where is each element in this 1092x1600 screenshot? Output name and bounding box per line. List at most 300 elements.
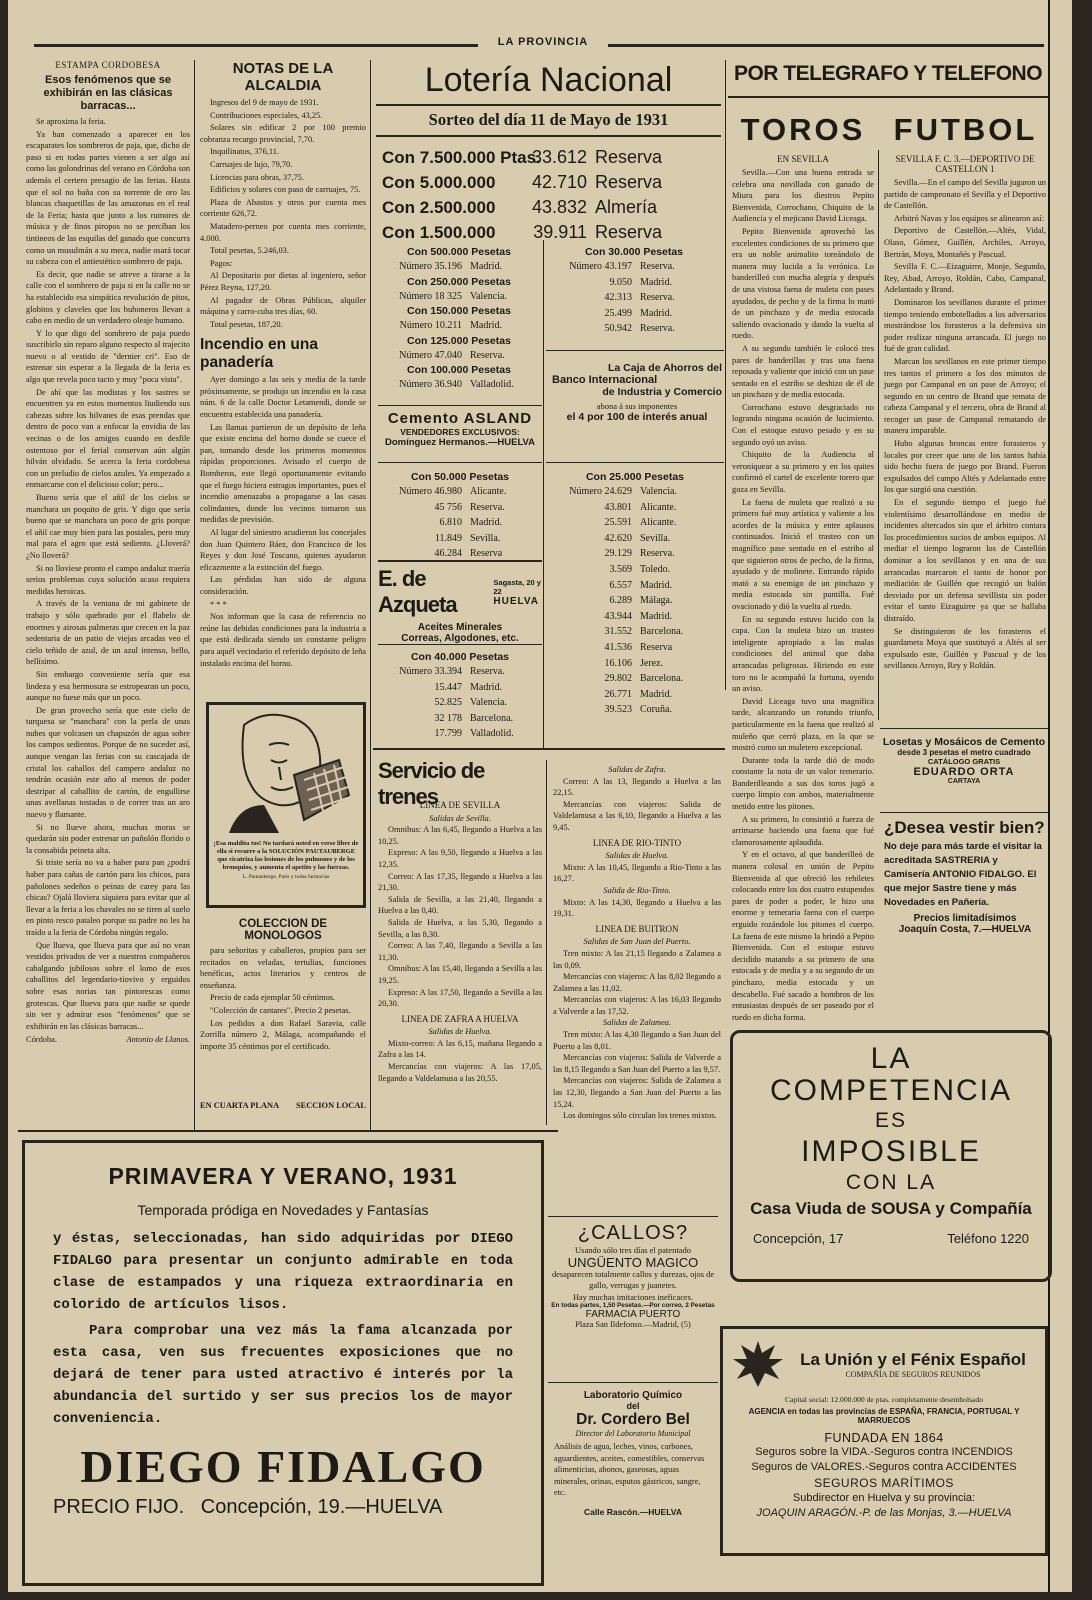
top-prize-row xyxy=(382,145,722,170)
group-head: Con 25.000 Pesetas xyxy=(585,471,685,483)
asland-sub: VENDEDORES EXCLUSIVOS: xyxy=(400,427,520,437)
toros-article xyxy=(732,154,874,1024)
futbol-title: FUTBOL xyxy=(893,112,1038,147)
paragraph: Deportivo de Castellón.—Altés, Vidal, Olaso, Gómez, Guillén, Archiles, Arroyo, Bertrán, Moya, Montañés y Pascual. xyxy=(884,226,1046,259)
prize-row xyxy=(548,275,720,291)
vestir-ad xyxy=(884,818,1046,935)
prize-place: Málaga. xyxy=(640,595,673,607)
group-head: Con 500.000 Pesetas xyxy=(407,246,511,258)
train-entry: Mercancías con viajeros: Salida de Valdelamusa a las 6,10, llegando a Huelva a las 9,45. xyxy=(553,799,721,832)
train-entry: Salida de Huelva, a las 5,30, llegando a Sevilla, a las 8,30. xyxy=(378,917,542,939)
prize-number: Número 35.196 xyxy=(399,261,462,272)
train-entry: Salida de Sevilla, a las 21,40, llegando a Huelva a las 0,40. xyxy=(378,894,542,916)
prize-number: 33.612 xyxy=(531,147,587,167)
prize-number: 46.284 xyxy=(434,548,462,560)
paragraph: Las llamas partieron de un depósito de leña que existe encima del horno donde se cuece el pan, tomando desde los primeros momentos rápidas proporciones. Avisado el cuerpo de Bomberos, este llegó oportunamente evitando que el fuego hiciera estragos importantes, pues el incendio amenazaba a propagarse a las casas colindantes, donde los vecinos tomaron sus medidas de previsión. xyxy=(200,422,366,525)
union-line: SEGUROS MARÍTIMOS xyxy=(814,1476,954,1490)
caja-line: el 4 por 100 de interés anual xyxy=(566,411,708,423)
prize-number: 52.825 xyxy=(434,697,462,709)
azqueta-ad xyxy=(378,566,542,644)
callos-ad xyxy=(548,1222,718,1329)
prize-place: Madrid. xyxy=(470,517,502,529)
union-line: JOAQUIN ARAGÓN.-P. de las Monjas, 3.—HUELVA xyxy=(756,1507,1012,1519)
rule xyxy=(378,560,542,562)
callos-line: Plaza San Ildefonso.—Madrid, (5) xyxy=(575,1320,691,1329)
group-head: Con 150.000 Pesetas xyxy=(407,305,511,318)
prize-row xyxy=(548,290,720,306)
prize-row xyxy=(548,671,722,687)
prize-row xyxy=(378,484,542,500)
caja-line: abona á sus imponentes xyxy=(596,401,678,411)
paragraph: Al Depositario por dietas al ingeniero, señor Pérez Reyna, 127,20. xyxy=(200,271,366,292)
paragraph: para señoritas y caballeros, propios para ser recitados en veladas, tertulias, funciones benéficas, actos literarios y centros de enseñanza. xyxy=(200,946,366,990)
prize-place: Madrid. xyxy=(470,320,502,332)
prize-number: 42.710 xyxy=(531,172,587,192)
prize-list-50000 xyxy=(378,470,542,562)
prize-number: 42.620 xyxy=(604,532,632,544)
prize-place: Jerez. xyxy=(640,657,664,669)
prize-row xyxy=(548,531,722,547)
place: Córdoba. xyxy=(26,1035,57,1045)
prize-row xyxy=(548,259,720,275)
futbol-article xyxy=(884,154,1046,673)
column-rule xyxy=(194,60,195,1130)
callos-line: FARMACIA PUERTO xyxy=(585,1309,681,1320)
prize-row xyxy=(378,318,540,334)
trenes-col2 xyxy=(553,764,721,1122)
group-head: Con 100.000 Pesetas xyxy=(407,364,511,377)
paragraph: Carruajes de lujo, 79,70. xyxy=(210,159,293,169)
azqueta-city: HUELVA xyxy=(493,595,540,607)
comp-line: COMPETENCIA xyxy=(769,1074,1013,1107)
prize-place: Reserva xyxy=(595,222,663,242)
paragraph: Los pedidos a don Rafael Saravia, calle Zorrilla número 2, Málaga, acompañando el importe 35 céntimos por el certificado. xyxy=(200,1018,366,1051)
callos-line: desaparecen totalmente callos y durezas, ojos de gallo, verrugas y juanetes. xyxy=(551,1270,715,1290)
paragraph: Bueno sería que el añil de los cielos se manchara un poquito de gris. Y digo que sería bueno que se manchara un poco de gris porque el añil cae muy bien para las postales, pero muy mal para el agro que está sediento. ¿Lloverá? ¿No lloverá? xyxy=(26,493,190,560)
paragraph: Sin embargo conveniente sería que esa lindeza y esa hermosura se estropearan un poco, aunque no fuese más que un poco. xyxy=(26,669,190,703)
prize-place: Reserva xyxy=(595,147,663,167)
train-entry: Mixto: A las 10,45, llegando a Rio-Tinto a las 16,27. xyxy=(553,862,721,884)
losetas-line: CATÁLOGO GRATIS xyxy=(927,757,1001,766)
prize-number: Número 24.629 xyxy=(569,486,632,497)
prize-number: 3.569 xyxy=(609,563,632,575)
prize-place: Valencia. xyxy=(470,697,507,709)
prize-place: Sevilla. xyxy=(470,532,501,544)
prize-row xyxy=(548,484,722,500)
losetas-title: Losetas y Mosáicos de Cemento xyxy=(882,736,1046,748)
prize-number: 32 178 xyxy=(434,712,462,724)
toros-sub: EN SEVILLA xyxy=(777,154,829,164)
paragraph: Y en el octavo, al que banderilleó de manera colosal en unión de Pepito Bienvenida al que ofreció los rehiletes colocando entre los dos cuatro estupendos pares de poder a poder, le hizo una enorme y temeraria faena con el cuerpo erguido rozándole los pitones el cuerpo. La faena de este mismo la brindó a Pepito Bienvenida. Con el estoque estuvo decidido matando a su primero de una estocada y de media y a su segundo de un pinchazo, media estocada y un descabello. Fué sacado a hombros de los entusiastas después de ser paseado por el ruedo en dicha forma. xyxy=(732,850,874,1022)
paragraph: Se distinguieron de los forasteros el guardameta Moya que sustituyó a Altés al ser expulsado este, Guillén y Pascual y de los sevillanos Arroyo, Rey y Roldán. xyxy=(884,626,1046,671)
prize-row xyxy=(548,306,720,322)
train-entry: Omnibus: A las 15,40, llegando a Sevilla a las 19,25. xyxy=(378,964,542,985)
line-heading: LINEA DE BUITRON xyxy=(595,923,679,934)
train-entry: Correo: A las 17,35, llegando a Huelva a las 21,30. xyxy=(378,871,542,893)
prize-number: Número 43.197 xyxy=(569,261,632,272)
top-prize-row xyxy=(382,195,722,220)
azqueta-addr: Sagasta, 20 y 22 xyxy=(493,577,541,596)
rule xyxy=(378,644,542,645)
paragraph: Inquilinatos, 376,11. xyxy=(210,147,280,157)
prize-place: Valladolid. xyxy=(470,379,514,391)
paragraph: David Liceaga tuvo una magnífica tarde, alcanzando un rotundo triunfo, particularmente en la faena que realizó al muleño que cerró plaza, en la que se mostró como un muletero excepcional. xyxy=(732,696,874,753)
line-subheading: Salidas de Sevilla. xyxy=(429,813,491,823)
paragraph: Pagos: xyxy=(210,258,233,268)
prize-number: 39.523 xyxy=(604,704,632,716)
top-prizes xyxy=(382,145,722,245)
train-entry: Mercancías con viajeros: A las 8,02 llegando a Zalamea a las 11,02. xyxy=(553,972,721,993)
prize-place: Barcelona. xyxy=(640,626,684,638)
paragraph: "Colección de cantares". Precio 2 pesetas. xyxy=(210,1005,351,1015)
paragraph: Hubo algunas broncas entre forasteros y locales por creer que uno de los tantos había sido hecho fuera de juego por Brand. Fueron expulsados del campo Altés y Adelantado entre los que surgió una cuestión. xyxy=(884,439,1046,495)
paragraph: Edificios y solares con paso de carruajes, 75. xyxy=(210,185,361,195)
prize-place: Sevilla. xyxy=(640,532,671,544)
prize-row xyxy=(378,726,542,742)
union-fenix-ad xyxy=(720,1326,1048,1556)
prize-row xyxy=(548,578,722,594)
prize-number: 6.289 xyxy=(609,595,632,607)
loteria-subtitle: Sorteo del día 11 de Mayo de 1931 xyxy=(428,110,669,129)
paragraph: Total pesetas, 5.246,03. xyxy=(210,246,289,256)
paragraph: En el segundo tiempo el juego fué violentísimo desarrollándose en medio de incidentes altercados sin que el árbitro contara los procedimientos sucios de ambos equipos. Al mediar el tiempo lograron los de Castellón dominar a los sevillanos y en una de sus arrancadas marcaron el tanto de honor por mediación de Guillén que recogió un balón desviado por un defensa sevillista sin poder evitar el tanto Eizaguirre ya que se hallaba distraído. xyxy=(884,498,1046,623)
paragraph: Sevilla.—Con una buena entrada se celebra una novillada con ganado de Miura para los diestros Pepito Bienvenida, Corrochano, Chiquito de la Audiencia y el mejicano David Liceaga. xyxy=(732,168,874,224)
prize-number: Número 36.940 xyxy=(399,379,462,391)
rule xyxy=(880,728,1048,729)
fire-headline: Incendio en una panadería xyxy=(200,336,318,372)
telegrafo-banner: POR TELEGRAFO Y TELEFONO xyxy=(733,62,1043,85)
callos-title: ¿CALLOS? xyxy=(577,1222,689,1244)
article-body xyxy=(200,97,366,330)
ad-sub: Temporada pródiga en Novedades y Fantasías xyxy=(137,1202,429,1218)
prize-number: 6.557 xyxy=(609,579,632,591)
caja-line: Banco Internacional xyxy=(552,374,658,386)
paragraph: Si no lloviese pronto el campo andaluz traería serios problemas cuya solución acaso requiera medidas heroicas. xyxy=(26,563,190,596)
paragraph: Es decir, que nadie se atreve a tirarse a la calle con el sombrero de paja si en la calle no se ha establecido esa simpática revolución de pitos, globitos y claveles que los buhoneros llevan a cabo en medio de un verdadero oleaje humano. xyxy=(26,269,190,326)
line-subheading: Salidas de Zafra. xyxy=(608,765,666,774)
train-entry: Correo: A las 7,40, llegando a Sevilla a las 11,30. xyxy=(378,941,542,962)
rule xyxy=(546,350,724,351)
toros-body xyxy=(732,167,874,1023)
column-rule xyxy=(543,240,544,748)
paragraph: Ayer domingo a las seis y media de la tarde próximamente, se produjo un incendio en la casa núm. 6 de la calle Doctor Letamendi, donde se encuentra establecida una panadería. xyxy=(200,375,366,420)
masthead: LA PROVINCIA xyxy=(478,36,608,50)
train-entry: Tren mixto: A las 21,15 llegando a Zalamea a las 0,09. xyxy=(553,948,721,970)
futbol-sub: SEVILLA F. C. 3.—DEPORTIVO DE CASTELLON 1 xyxy=(895,154,1035,174)
train-entry: Mixto: A las 14,30, llegando a Huelva a las 19,31. xyxy=(553,897,721,919)
azqueta-line: Aceites Minerales xyxy=(417,622,503,633)
train-entry: Omnibus: A las 6,45, llegando a Huelva a las 10,25. xyxy=(378,825,542,846)
paragraph: Licencias para obras, 37,75. xyxy=(210,172,304,182)
prize-number: Número 18 325 xyxy=(399,290,462,302)
paragraph: Si triste sería no va a haber para pan ¿podrá haber para cañas de cartón para los chicos, para pañolones sedeños o peinas de carey para las chicas? Ojalá lloviera siquiera para evitar que al llevar a la feria a los chavales no se tiren al suelo en pinto resco pataleo porque su padre no les ha traído a la feria de Córdoba ningún regalo. xyxy=(26,858,190,937)
paragraph: Ya han comenzado a aparecer en los escaparates los sombreros de paja, que, dicho de paso si en todas partes vienen a ser algo así como las golondrinas del verano en Córdoba son además el certero presagio de las ferias. Hasta que el sol no baña con su torrente de oro las blancas chaquetillas de las amazonas en el real de la Feria; hasta que junto a los rumores de música y de finos piropos no se percíban los tintineos de las esquilas del ganado que concurra como un musulmán a su meca, nadie osará tocar su cabeza con el antiestético sombrero de paja. xyxy=(26,129,190,267)
prize-place: Reserva. xyxy=(640,548,675,560)
headline: NOTAS DE LA ALCALDIA xyxy=(232,60,334,94)
prize-row xyxy=(548,656,722,672)
group-head: Con 250.000 Pesetas xyxy=(407,275,511,288)
prize-place: Madrid. xyxy=(470,681,502,693)
rule xyxy=(728,96,1048,98)
comp-contact xyxy=(753,1231,1029,1246)
comp-addr: Concepción, 17 xyxy=(753,1231,844,1246)
rule xyxy=(548,1216,718,1217)
caja-line: de Industria y Comercio xyxy=(602,386,722,398)
paragraph: A su primero, lo consintió a fuerza de arrimarse haciendo una faena que fué clamorosamente aplaudida. xyxy=(732,814,874,847)
azqueta-line: Correas, Algodones, etc. xyxy=(401,633,519,644)
prize-row xyxy=(548,500,722,516)
paragraph: * * * xyxy=(210,599,227,609)
prize-place: Reserva xyxy=(470,548,503,560)
top-prize-row xyxy=(382,220,722,245)
paragraph: Total pesetas, 187,20. xyxy=(210,319,283,329)
prize-row xyxy=(548,624,722,640)
line-subheading: Salidas de San Juan del Puerto. xyxy=(583,937,691,947)
paragraph: A través de la ventana de mi gabinete de trabajo y sólo quebrado por el flabelo de enormes y airosas palmeras que crecen en la paz sedentaria de un patio de viejas arcadas veo el cielo teñido de azul, de un azul intenso, bello, bellísimo. xyxy=(26,599,190,667)
signature xyxy=(26,1034,190,1046)
prize-number: 31.552 xyxy=(604,626,632,638)
prize-place: Almería xyxy=(595,197,658,217)
paragraph: Durante toda la tarde dió de modo constante la nota de un valor temerario. Banderilleando a sus dos toros jugó a cuerpo limpio con ambos, materialmente metido entre los pitones. xyxy=(732,755,874,812)
caja-ahorros-ad xyxy=(552,362,722,423)
monologos-ad xyxy=(200,918,366,1053)
prize-row xyxy=(378,531,542,547)
column-rule xyxy=(725,60,726,690)
prize-number: 29.802 xyxy=(604,673,632,685)
union-agencia: AGENCIA en todas las provincias de ESPAÑA, FRANCIA, PORTUGAL Y MARRUECOS xyxy=(748,1407,1020,1425)
trenes-title: Servicio de trenes xyxy=(378,758,485,809)
comp-line: ES xyxy=(874,1109,907,1132)
vestir-title: ¿Desea vestir bien? xyxy=(884,818,1045,837)
prize-number: 11.849 xyxy=(434,532,462,544)
paragraph: Que llueva, que llueva para que así no vean vestidos privados de ver a nuestros compañeros cabalgando jubilosos sobre el lomo de esos caballitos del legendario-tiovivo y erguidos sobre esas norias tan pintorescas como grotescas. Que llueva para que nadie se quede sin ver y admirar esos "fenómenos" que se exhibirán en las clásicas barracas... xyxy=(26,940,190,1031)
title-rule xyxy=(376,104,721,106)
rule xyxy=(880,812,1048,813)
vestir-body: No deje para más tarde el visitar la acreditada SASTRERIA y Camisería ANTONIO FIDALGO. El que mejor Sastre tiene y más Novedades en Pañería. xyxy=(884,841,1042,908)
train-entry: Mercancías con viajeros: A las 17,05, llegando a Valdelamusa a las 20,55. xyxy=(378,1062,542,1083)
prize-place: Madrid. xyxy=(640,579,672,591)
prize-place: Reserva. xyxy=(640,261,675,272)
prize-number: Número 47.040 xyxy=(399,349,462,361)
lab-role: Director del Laboratorio Municipal xyxy=(575,1429,691,1438)
vestir-prices: Precios limitadísimos xyxy=(913,913,1017,924)
paragraph: Sevilla.—En el campo del Sevilla jugaron un partido de campeonato el Sevilla y el Deportivo de Castellón. xyxy=(884,178,1046,211)
losetas-city: CARTAYA xyxy=(947,778,981,785)
prize-number: Número 46.980 xyxy=(399,486,462,497)
group-head: Con 125.000 Pesetas xyxy=(407,334,511,347)
prize-place: Barcelona. xyxy=(470,712,514,724)
section-refs xyxy=(200,1100,366,1112)
paragraph: Dominaron los sevillanos durante el primer tiempo teniendo embotellados a los adversarios mostrándose los forasteros a la defensiva sin poder realizar ninguna arrancada. El juego no fué de gran calidad. xyxy=(884,297,1046,354)
paragraph: De ahí que las modistas y los sastres se encuentren ya en estos momentos liudiendo sus cabezas sobre los hilvanes de esas prendas que dentro de poco van a enfocar la envidia de las vecinas o de los amigos cuando en desfile ostentoso por el ferial conservan aún algún hilván olvidado. Se acerca la feria cordobesa con un preludio de cielos azules. Ya empezado a enmarcarse con el delicioso color; pero... xyxy=(26,387,190,490)
prize-number: Número 10.211 xyxy=(399,320,462,332)
prize-number: 39.911 xyxy=(533,222,587,242)
prize-number: 17.799 xyxy=(434,728,462,740)
prize-amount: Con 5.000.000 xyxy=(382,173,496,192)
prize-place: Madrid. xyxy=(640,276,672,288)
primavera-ad xyxy=(22,1140,544,1586)
paragraph: Contribuciones especiales, 43,25. xyxy=(210,110,323,120)
paragraph: Sevilla F. C.—Eizaguirre, Monje, Segundo, Rey, Abad, Arroyo, Roldán, Cabo, Campanal, Adelantado y Brand. xyxy=(884,262,1046,295)
prize-place: Alicante. xyxy=(640,501,677,513)
prize-place: Reserva xyxy=(595,172,663,192)
comp-line: Casa Viuda de SOUSA y Compañía xyxy=(750,1199,1032,1218)
losetas-ad xyxy=(882,736,1046,785)
prize-list-left xyxy=(378,245,540,393)
prize-row xyxy=(548,321,720,337)
paragraph: Las pérdidas han sido de alguna consideración. xyxy=(200,575,366,596)
prize-number: 41.536 xyxy=(604,641,632,653)
prize-number: 26.771 xyxy=(604,688,632,700)
prize-row xyxy=(548,593,722,609)
rule xyxy=(378,405,542,406)
paragraph: Chiquito de la Audiencia al veroniquear a su primero y en los quites confirmó el cartel de excelente torero que goza en Sevilla. xyxy=(732,450,874,495)
prize-number: 6.810 xyxy=(439,517,462,529)
line-subheading: Salidas de Zalamea. xyxy=(602,1018,672,1028)
competencia-ad xyxy=(730,1030,1052,1282)
estampa-article xyxy=(26,60,190,1046)
prize-row xyxy=(378,348,540,364)
ad-foot: PRECIO FIJO. Concepción, 19.—HUELVA xyxy=(53,1496,443,1518)
prize-number: 45 756 xyxy=(434,501,462,513)
paragraph: Matadero-perneo por cuenta mes corriente, 4.000. xyxy=(200,221,366,243)
train-entry: Expreso: A las 17,50, llegando a Sevilla a las 20,30. xyxy=(378,987,542,1009)
prize-number: 43.832 xyxy=(531,197,587,217)
paragraph: Si no llueve ahora, muchas moras se quedarán sin poder estrenar un pañolón florido o la consabida peineta alta. xyxy=(26,822,190,855)
foot-right: SECCION LOCAL xyxy=(295,1101,366,1110)
group-head: Con 30.000 Pesetas xyxy=(584,246,684,258)
train-entry: Mercancías con viajeros: A las 16,03 llegando a Valverde a las 17,52. xyxy=(553,995,721,1016)
comp-line: IMPOSIBLE xyxy=(801,1135,981,1168)
rule xyxy=(378,462,542,463)
paragraph: Nos informan que la casa de referencia no reúne las debidas condiciones para la industria a que está dedicada siendo un constante peligro para aquél vecindario el referido depósito de leña instalado encima del horno. xyxy=(200,612,366,668)
prize-place: Reserva. xyxy=(470,666,505,677)
union-capital: Capital social: 12.000.000 de ptas. completamente desembolsado xyxy=(784,1395,984,1404)
prize-amount: Con 7.500.000 Ptas. xyxy=(382,148,541,167)
train-entry: Expreso: A las 9,50, llegando a Huelva a las 12,35. xyxy=(378,848,542,869)
prize-row xyxy=(548,562,722,578)
ad-small: L. Pautauberge, París y todas farmacias xyxy=(242,874,330,880)
union-line: Seguros de VALORES.-Seguros contra ACCIDENTES xyxy=(751,1461,1017,1473)
prize-row xyxy=(548,609,722,625)
ad-title: PRIMAVERA Y VERANO, 1931 xyxy=(108,1163,458,1189)
prize-row xyxy=(378,695,542,711)
union-title: La Unión y el Fénix Español xyxy=(800,1349,1026,1369)
paragraph: Marcan los sevillanos en este primer tiempo tres tantos el primero a los dos minutos de juego por Campanal en un pase de Arroyo; el segundo en un centro de Brand que remata de cabeza Campanal y el tercero, obra de Brand al recoger un pase de Campanal rematando de manera imparable. xyxy=(884,356,1046,436)
pautauberge-ad xyxy=(206,702,366,908)
callos-line: En todas partes, 1,50 Pesetas.—Por correo, 2 Pesetas xyxy=(551,1302,715,1309)
train-entry: Mercancías con viajeros: Salida de Zalamea a las 12,30, llegando a San Juan del Puerto a las 15,24. xyxy=(553,1076,721,1109)
column-rule xyxy=(878,150,879,720)
fold-edge xyxy=(1048,0,1050,1592)
line-heading: LINEA DE SEVILLA xyxy=(419,800,501,810)
prize-number: 25.499 xyxy=(604,307,632,319)
callos-name: UNGÜENTO MAGICO xyxy=(567,1255,699,1270)
alcaldia-article xyxy=(200,60,366,670)
prize-place: Alicante. xyxy=(470,486,507,497)
azqueta-name: E. de Azqueta xyxy=(378,566,457,617)
vestir-addr: Joaquín Costa, 7.—HUELVA xyxy=(898,924,1032,935)
losetas-line: desde 3 pesetas el metro cuadrado xyxy=(897,748,1031,757)
asland-title: Cemento ASLAND xyxy=(387,410,533,427)
prize-place: Madrid. xyxy=(640,307,672,319)
asland-ad xyxy=(378,410,542,448)
prize-place: Madrid. xyxy=(640,610,672,622)
line-heading: LINEA DE ZAFRA A HUELVA xyxy=(401,1013,519,1024)
union-sub: COMPAÑÍA DE SEGUROS REUNIDOS xyxy=(845,1369,981,1379)
lab-addr: Calle Rascón.—HUELVA xyxy=(584,1506,682,1517)
prize-amount: Con 1.500.000 xyxy=(382,223,496,242)
prize-place: Reserva xyxy=(640,641,673,653)
laboratorio-ad xyxy=(548,1390,718,1517)
group-head: Con 50.000 Pesetas xyxy=(410,471,510,483)
comp-line: LA xyxy=(870,1042,912,1075)
prize-number: Número 33.394 xyxy=(399,666,462,677)
paragraph: A su segundo también le colocó tres pares de banderillas y tras una faena reposada y valiente que inició con un pase sentado en el estribo se deshizo de él de un pinchazo y de media estocada. xyxy=(732,343,874,400)
paragraph: Arbitró Navas y los equipos se alinearon así: xyxy=(894,213,1045,223)
paragraph: Ingresos del 9 de mayo de 1931. xyxy=(210,98,319,107)
prize-number: 43.801 xyxy=(604,501,632,513)
headline: Esos fenómenos que se exhibirán en las clásicas barracas... xyxy=(43,74,173,112)
lab-body: Análisis de agua, leches, vinos, carbones, aguardientes, aceites, comestibles, conservas alimenticias, abonos, gaseosas, aguas minerales, orinas, esputos gástricos, sangre, etc. xyxy=(554,1442,705,1498)
prize-list-40000 xyxy=(378,650,542,742)
prize-place: Alicante. xyxy=(640,517,677,529)
phoenix-icon xyxy=(729,1335,787,1393)
paragraph: De gran provecho sería que este cielo de turquesa se "manchara" con la perla de unas nubes que volcasen un chapuzón de agua sobre los campos sedientos. Porque de no suceder así, aunque vengan las ferias con su cascajada de cristal los caballos del campero andaluz no tendrán ocasión este año al menos de poder destripar al caballito de cartón, de engullirse unas avellanas tostadas o de correr tras un aro nuevo y flamante. xyxy=(26,705,190,820)
prize-row xyxy=(548,515,722,531)
lab-line: Laboratorio Químico xyxy=(583,1390,683,1401)
prize-row xyxy=(548,702,722,718)
lab-line: del xyxy=(626,1401,640,1411)
prize-place: Madrid. xyxy=(470,261,502,272)
top-prize-row xyxy=(382,170,722,195)
paragraph: Solares sin edificar 2 por 100 premio cobranza recargo provincial, 7,70. xyxy=(200,123,366,144)
prize-row xyxy=(378,377,540,393)
loteria-title: Lotería Nacional xyxy=(424,61,673,99)
rule xyxy=(18,1130,558,1132)
prize-row xyxy=(378,664,542,680)
prize-number: 25.591 xyxy=(604,517,632,529)
ad-name: DIEGO FIDALGO xyxy=(80,1441,486,1492)
prize-place: Valencia. xyxy=(470,290,507,302)
callos-line: Usando sólo tres días el patentado xyxy=(575,1245,691,1255)
prize-row xyxy=(378,711,542,727)
prize-place: Reserva. xyxy=(640,323,675,335)
ad-p2: Para comprobar una vez más la fama alcanzada por esta casa, ven sus frecuentes exposiciones que no dejará de tener para usted atractivo é interés por la abundancia del surtido y ser sus precios los de mayor conveniencia. xyxy=(53,1323,513,1427)
prize-number: 42.313 xyxy=(604,292,632,304)
callos-line: Hay muchas imitaciones ineficaces. xyxy=(573,1293,693,1302)
losetas-name: EDUARDO ORTA xyxy=(913,766,1015,778)
prize-place: Reserva. xyxy=(470,349,505,361)
paragraph: Pepito Bienvenida aprovechó las excelentes condiciones de su primero que era un noble animalito toreándolo de manera muy lucida a la verónica. Lo banderilleó con mucha alegría y después de una vistosa faena de muleta con pases ayudados, de pecho y de la firma lo mató de un pinchazo y de media estocada saliendo ovacionado y dando la vuelta al ruedo. xyxy=(732,226,874,341)
headline: COLECCION DE MONOLOGOS xyxy=(238,918,328,942)
train-entry: Correo: A las 13, llegando a Huelva a las 22,15. xyxy=(553,776,721,798)
prize-list-25000 xyxy=(548,470,722,718)
asland-dealer: Domínguez Hermanos.—HUELVA xyxy=(384,437,536,448)
prize-amount: Con 2.500.000 xyxy=(382,198,496,217)
prize-number: 16.106 xyxy=(604,657,632,669)
prize-place: Valladolid. xyxy=(470,728,514,740)
ad-p1: y éstas, seleccionadas, han sido adquiridas por DIEGO FIDALGO para presentar un conjunto admirable en toda clase de estampados y una riqueza extraordinaria en colorido de artículos lisos. xyxy=(53,1231,513,1313)
train-entry: Los domingos sólo circulan los trenes mixtos. xyxy=(563,1111,717,1121)
rule xyxy=(373,748,725,750)
prize-place: Toledo. xyxy=(640,563,671,575)
paragraph: Y lo que digo del sombrero de paja puedo suscribirlo sin reparo alguno respecto al trajecito nuevo o al vestido de "dernier cri". Eso de estrenar sin esperar a la llegada de la feria es algo que revela poco tacto y muy "poca vista". xyxy=(26,328,190,385)
ad-caption: ¡Esa maldita tos! No tardará usted en verse libre de ella si recurre a la SOLUCIÓN PAUTAUBERGE que cicatriza las lesiones de los pulmones y de los bronquios, y aumenta el apetito y las fuerzas. xyxy=(213,840,359,871)
comp-line: CON LA xyxy=(845,1171,937,1194)
man-illustration xyxy=(209,705,363,833)
paragraph: Al pagador de Obras Públicas, alquiler máquina y carro-cuba tres días, 60. xyxy=(200,295,366,317)
